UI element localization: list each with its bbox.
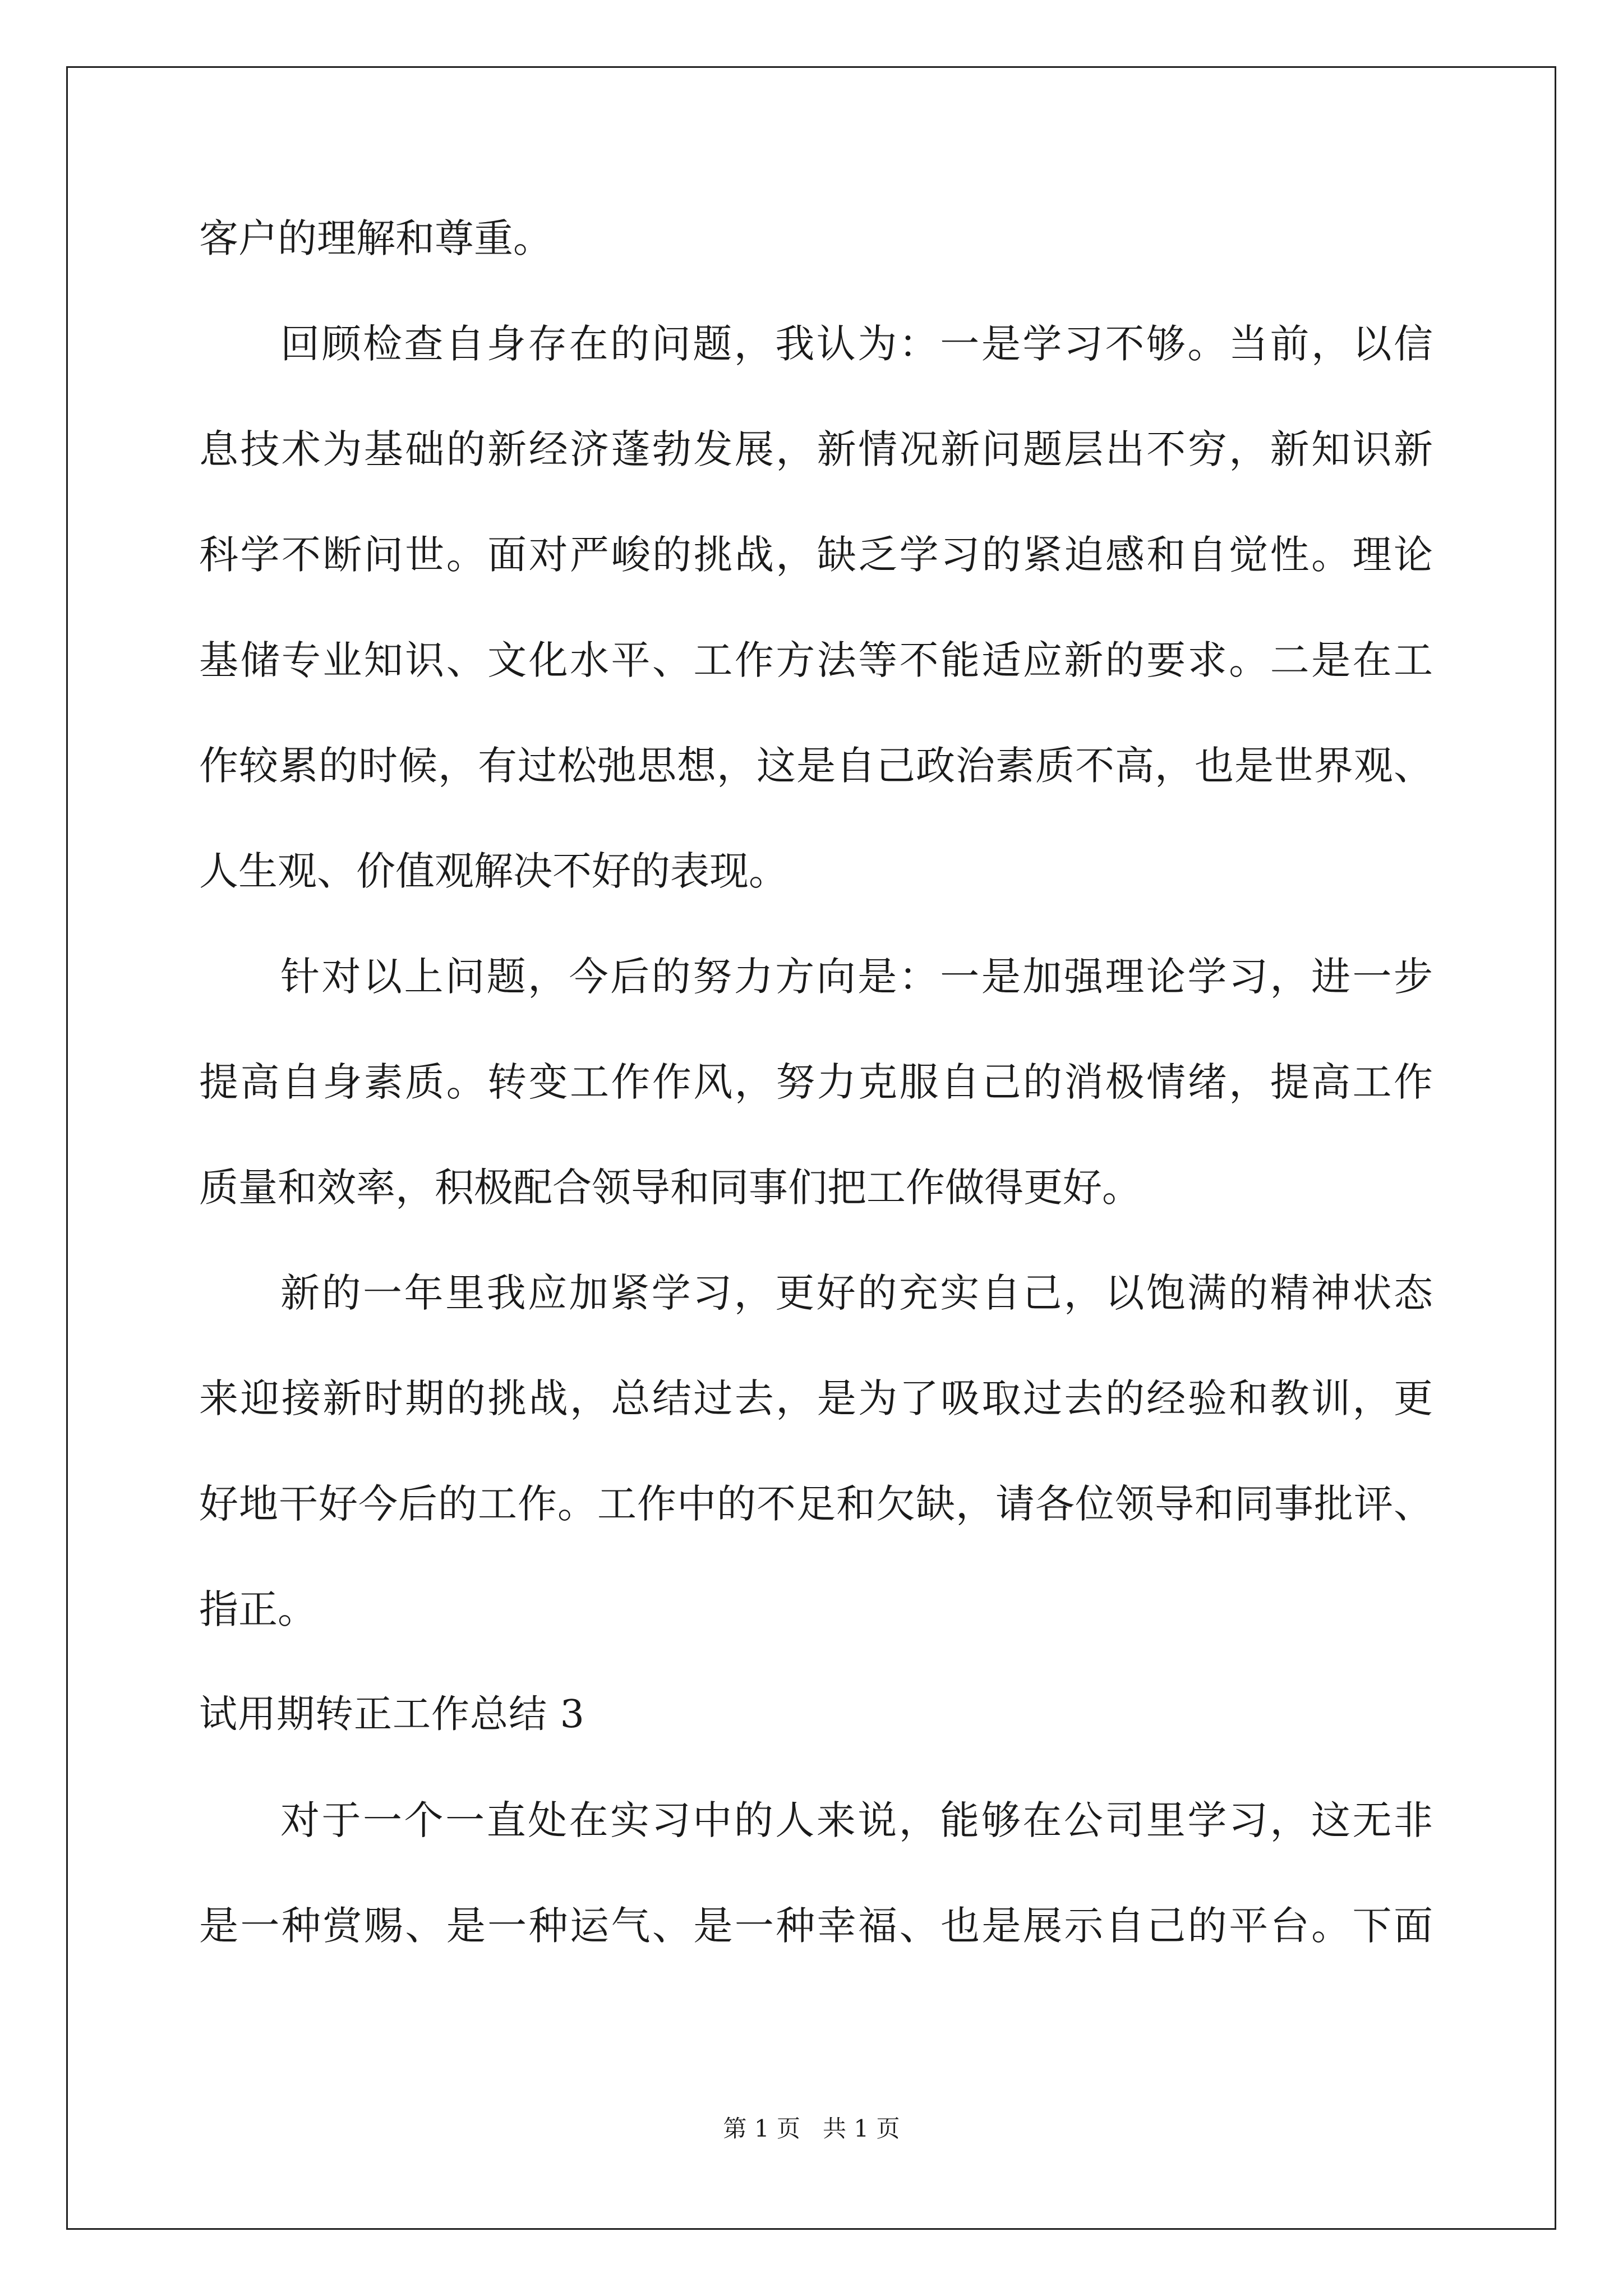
paragraph-line: 针对以上问题，今后的努力方向是：一是加强理论学习，进一步 bbox=[280, 954, 1433, 1000]
paragraph-line: 指正。 bbox=[199, 1586, 317, 1632]
paragraph-line: 对于一个一直处在实习中的人来说，能够在公司里学习，这无非 bbox=[280, 1797, 1433, 1843]
paragraph-line: 新的一年里我应加紧学习，更好的充实自己，以饱满的精神状态 bbox=[280, 1270, 1433, 1316]
paragraph-line: 质量和效率，积极配合领导和同事们把工作做得更好。 bbox=[199, 1165, 1141, 1211]
paragraph-line: 科学不断问世。面对严峻的挑战，缺乏学习的紧迫感和自觉性。理论 bbox=[199, 532, 1433, 578]
document-body bbox=[199, 208, 1433, 2000]
paragraph-line: 息技术为基础的新经济蓬勃发展，新情况新问题层出不穷，新知识新 bbox=[199, 426, 1433, 472]
paragraph-line: 客户的理解和尊重。 bbox=[199, 215, 552, 261]
paragraph-line: 来迎接新时期的挑战，总结过去，是为了吸取过去的经验和教训，更 bbox=[199, 1375, 1433, 1421]
page-footer: 第 1 页 共 1 页 bbox=[723, 2115, 900, 2142]
section-heading: 试用期转正工作总结 3 bbox=[199, 1692, 585, 1737]
paragraph-line: 提高自身素质。转变工作作风，努力克服自己的消极情绪，提高工作 bbox=[199, 1059, 1433, 1105]
paragraph-line: 是一种赏赐、是一种运气、是一种幸福、也是展示自己的平台。下面 bbox=[199, 1903, 1433, 1949]
paragraph-line: 作较累的时候，有过松弛思想，这是自己政治素质不高，也是世界观、 bbox=[199, 743, 1433, 789]
paragraph-line: 好地干好今后的工作。工作中的不足和欠缺，请各位领导和同事批评、 bbox=[199, 1481, 1433, 1527]
paragraph-line: 基储专业知识、文化水平、工作方法等不能适应新的要求。二是在工 bbox=[199, 637, 1433, 683]
paragraph-line: 回顾检查自身存在的问题，我认为：一是学习不够。当前，以信 bbox=[280, 321, 1433, 367]
paragraph-line: 人生观、价值观解决不好的表现。 bbox=[199, 848, 788, 894]
